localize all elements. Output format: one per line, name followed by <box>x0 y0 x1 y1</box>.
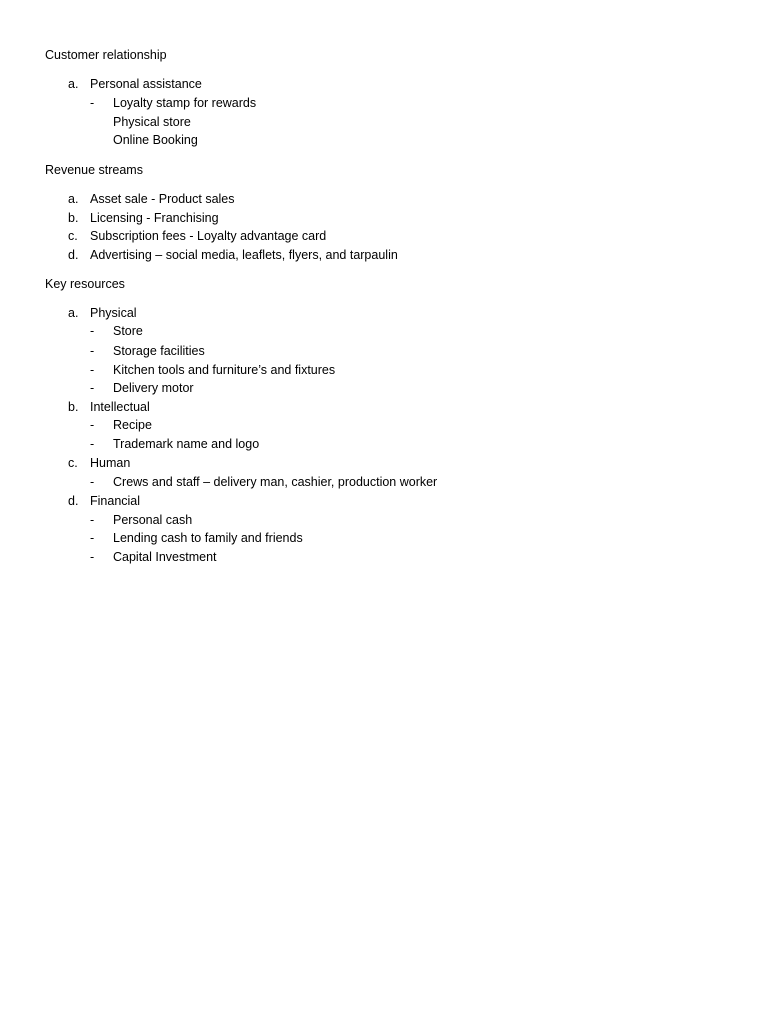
sub-list-dash: - <box>90 96 95 110</box>
list-item: Personal assistance <box>90 77 202 91</box>
sub-list-item: Trademark name and logo <box>113 437 260 451</box>
list-marker: a. <box>68 77 79 91</box>
sub-list-item: Kitchen tools and furniture’s and fixtures <box>113 363 336 377</box>
sub-list-item: Recipe <box>113 418 152 432</box>
list-item: Financial <box>90 494 141 508</box>
list-item: Intellectual <box>90 400 150 414</box>
sub-list-item: Store <box>113 324 143 338</box>
sub-list-item: Physical store <box>113 115 191 129</box>
section-heading-customer-relationship: Customer relationship <box>45 48 167 62</box>
list-item: Licensing - Franchising <box>90 211 219 225</box>
list-marker: d. <box>68 494 79 508</box>
sub-list-item: Crews and staff – delivery man, cashier, production worker <box>113 475 438 489</box>
list-marker: b. <box>68 211 79 225</box>
sub-list-item: Storage facilities <box>113 344 205 358</box>
list-marker: a. <box>68 306 79 320</box>
sub-list-item: Lending cash to family and friends <box>113 531 303 545</box>
sub-list-item: Delivery motor <box>113 381 194 395</box>
sub-list-dash: - <box>90 344 95 358</box>
list-item: Physical <box>90 306 137 320</box>
list-marker: c. <box>68 229 78 243</box>
section-heading-revenue-streams: Revenue streams <box>45 163 143 177</box>
sub-list-item: Personal cash <box>113 513 193 527</box>
sub-list-dash: - <box>90 550 95 564</box>
list-marker: a. <box>68 192 79 206</box>
list-item: Subscription fees - Loyalty advantage card <box>90 229 327 243</box>
sub-list-dash: - <box>90 475 95 489</box>
section-heading-key-resources: Key resources <box>45 277 125 291</box>
sub-list-item: Capital Investment <box>113 550 217 564</box>
sub-list-item: Loyalty stamp for rewards <box>113 96 257 110</box>
list-item: Human <box>90 456 131 470</box>
list-item: Asset sale - Product sales <box>90 192 235 206</box>
sub-list-dash: - <box>90 513 95 527</box>
sub-list-dash: - <box>90 381 95 395</box>
sub-list-dash: - <box>90 437 95 451</box>
sub-list-item: Online Booking <box>113 133 198 147</box>
sub-list-dash: - <box>90 324 95 338</box>
list-item: Advertising – social media, leaflets, flyers, and tarpaulin <box>90 248 398 262</box>
list-marker: b. <box>68 400 79 414</box>
list-marker: d. <box>68 248 79 262</box>
sub-list-dash: - <box>90 363 95 377</box>
list-marker: c. <box>68 456 78 470</box>
sub-list-dash: - <box>90 418 95 432</box>
sub-list-dash: - <box>90 531 95 545</box>
